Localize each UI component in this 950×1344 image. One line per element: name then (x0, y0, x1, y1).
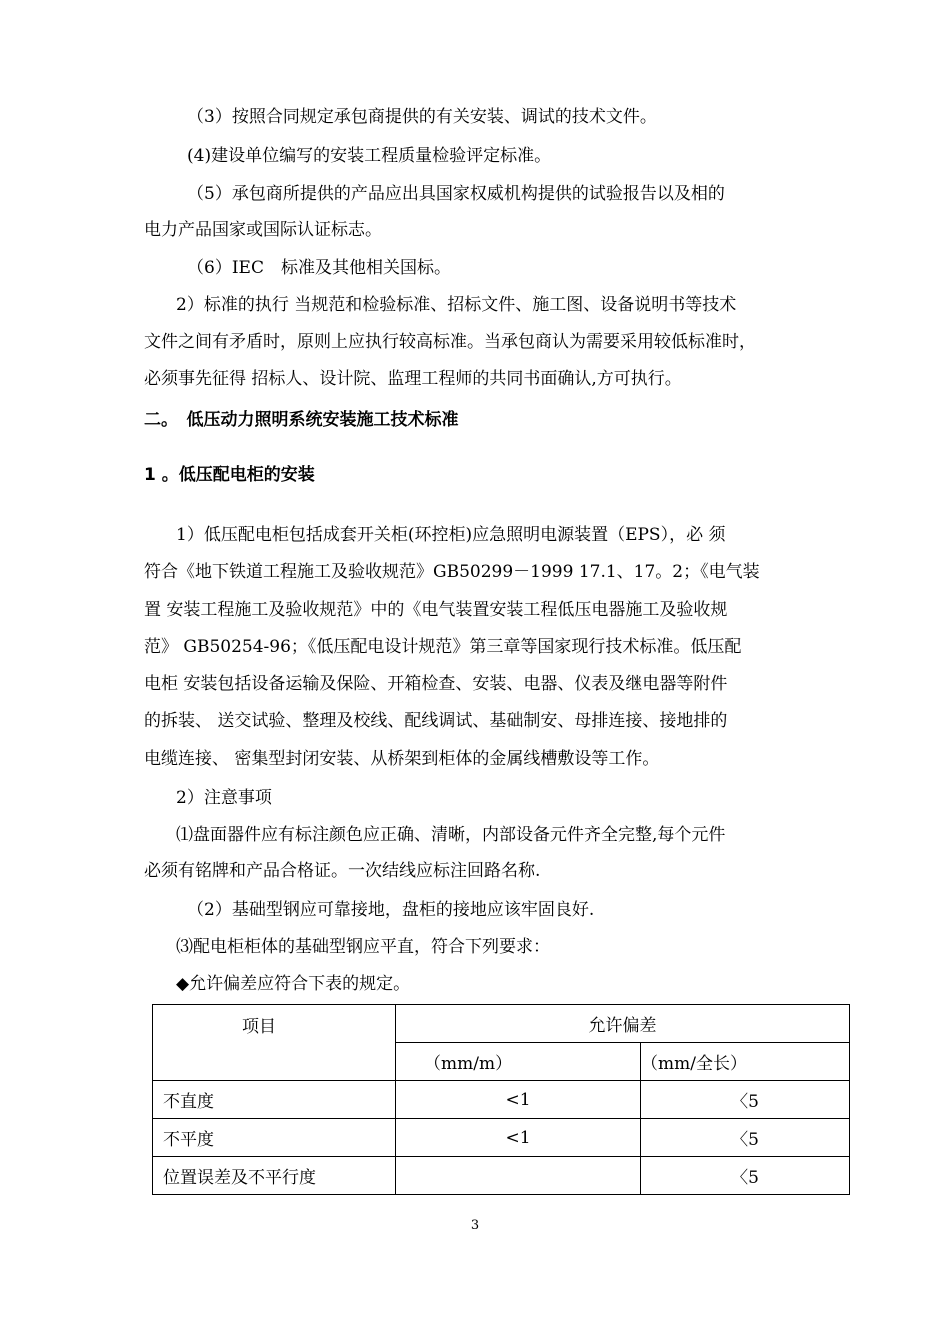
table-subheader-total: （mm/全长） (641, 1043, 850, 1081)
paragraph-line: 2）标准的执行 当规范和检验标准、招标文件、施工图、设备说明书等技术 (176, 295, 737, 315)
table-cell-per-m: <1 (396, 1119, 641, 1157)
paragraph-line: （6）IEC 标准及其他相关国标。 (187, 258, 451, 278)
paragraph-line: 2）注意事项 (176, 788, 272, 808)
paragraph-line: 电力产品国家或国际认证标志。 (144, 220, 382, 240)
paragraph-line: (4)建设单位编写的安装工程质量检验评定标准。 (187, 146, 552, 166)
subsection-heading: 1 。低压配电柜的安装 (144, 465, 315, 485)
paragraph-line: ⑶配电柜柜体的基础型钢应平直，符合下列要求： (176, 937, 550, 957)
deviation-table (152, 1004, 850, 1195)
section-heading: 二。 低压动力照明系统安装施工技术标准 (144, 410, 459, 430)
table-row (153, 1157, 850, 1195)
table-header-row (153, 1005, 850, 1043)
paragraph-line: 电缆连接、 密集型封闭安装、从桥架到柜体的金属线槽敷设等工作。 (144, 749, 660, 769)
table-row (153, 1081, 850, 1119)
table-cell-total: 〈5 (641, 1157, 850, 1195)
table-cell-per-m (396, 1157, 641, 1195)
paragraph-line: 电柜 安装包括设备运输及保险、开箱检查、安装、电器、仪表及继电器等附件 (144, 674, 728, 694)
table-cell-name: 不直度 (153, 1081, 396, 1119)
paragraph-line: 1）低压配电柜包括成套开关柜(环控柜)应急照明电源装置（EPS），必 须 (176, 525, 726, 545)
table-subheader-per-m: （mm/m） (396, 1043, 641, 1081)
table-cell-total: 〈5 (641, 1081, 850, 1119)
paragraph-line: （2）基础型钢应可靠接地，盘柜的接地应该牢固良好. (187, 900, 595, 920)
paragraph-line: （3）按照合同规定承包商提供的有关安装、调试的技术文件。 (187, 107, 657, 127)
paragraph-line: 符合《地下铁道工程施工及验收规范》GB50299－1999 17.1、17。2；《电气装 (144, 562, 760, 582)
paragraph-line: 范》 GB50254-96；《低压配电设计规范》第三章等国家现行技术标准。低压配 (144, 637, 742, 657)
table-header-item: 项目 (153, 1005, 396, 1081)
table-cell-name: 不平度 (153, 1119, 396, 1157)
paragraph-line: 必须事先征得 招标人、设计院、监理工程师的共同书面确认,方可执行。 (144, 369, 682, 389)
page-number: 3 (470, 1218, 480, 1233)
paragraph-line: 的拆装、 送交试验、整理及校线、配线调试、基础制安、母排连接、接地排的 (144, 711, 728, 731)
paragraph-line: ⑴盘面器件应有标注颜色应正确、清晰，内部设备元件齐全完整,每个元件 (176, 825, 726, 845)
table-row (153, 1119, 850, 1157)
paragraph-line: 文件之间有矛盾时，原则上应执行较高标准。当承包商认为需要采用较低标准时， (144, 332, 756, 352)
paragraph-line: 必须有铭牌和产品合格证。一次结线应标注回路名称. (144, 861, 541, 881)
paragraph-line: ◆允许偏差应符合下表的规定。 (176, 974, 411, 994)
table-cell-per-m: <1 (396, 1081, 641, 1119)
paragraph-line: （5）承包商所提供的产品应出具国家权威机构提供的试验报告以及相的 (187, 184, 725, 204)
paragraph-line: 置 安装工程施工及验收规范》中的《电气装置安装工程低压电器施工及验收规 (144, 600, 728, 620)
table-header-deviation: 允许偏差 (396, 1005, 850, 1043)
table-cell-name: 位置误差及不平行度 (153, 1157, 396, 1195)
table-cell-total: 〈5 (641, 1119, 850, 1157)
